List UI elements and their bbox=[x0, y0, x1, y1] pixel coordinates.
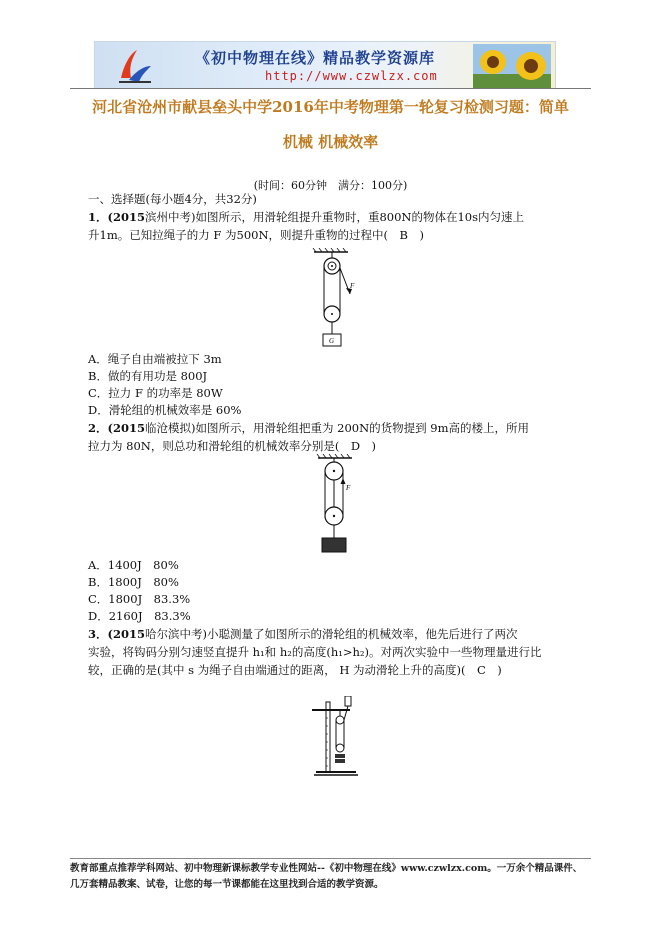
q1-source-year: (2015 bbox=[107, 210, 145, 224]
q1-line1 bbox=[88, 209, 524, 226]
header-divider bbox=[70, 88, 591, 89]
q1-force-label: F bbox=[350, 282, 355, 290]
footer-line1: 教育部重点推荐学科网站、初中物理新课标教学专业性网站--《初中物理在线》www.czwlzx.com。一万余个精品课件、 bbox=[70, 863, 583, 874]
q1-weight-label: G bbox=[329, 337, 335, 345]
q2-number: 2． bbox=[88, 421, 108, 435]
q3-line1 bbox=[88, 626, 517, 643]
q1-stem: 如图所示，用滑轮组提升重物时，重800N的物体在10s内匀速上 bbox=[195, 210, 525, 224]
q3-line3: 较，正确的是(其中 s 为绳子自由端通过的距离， H 为动滑轮上升的高度)( C ) bbox=[88, 663, 502, 677]
q3-line2: 实验，将钩码分别匀速竖直提升 h₁和 h₂的高度(h₁>h₂)。对两次实验中一些物理量进行比 bbox=[88, 645, 542, 659]
site-logo-icon bbox=[115, 46, 155, 86]
q2-stem: 如图所示，用滑轮组把重为 200N的货物提到 9m高的楼上，所用 bbox=[195, 421, 530, 435]
q1-source: 滨州中考) bbox=[144, 210, 196, 224]
banner-url[interactable]: http://www.czwlzx.com bbox=[265, 69, 438, 83]
q2-force-label: F bbox=[346, 484, 351, 492]
footer-text bbox=[70, 861, 610, 893]
banner-slogan: 《初中物理在线》精品教学资源库 bbox=[195, 49, 436, 67]
footer-line2: 几万套精品教案、试卷，让您的每一节课都能在这里找到合适的教学资源。 bbox=[70, 879, 384, 890]
q1-pulley-diagram bbox=[308, 248, 358, 348]
q1-option-b: B．做的有用功是 800J bbox=[88, 369, 208, 383]
page-title-line2: 机械 机械效率 bbox=[282, 133, 379, 151]
q3-source: 哈尔滨中考) bbox=[144, 627, 207, 641]
site-banner bbox=[94, 41, 556, 89]
section-heading: 一、选择题(每小题4分，共32分) bbox=[88, 192, 257, 206]
q2-line1 bbox=[88, 420, 529, 437]
q3-source-year: (2015 bbox=[107, 627, 145, 641]
q3-stem: 小聪测量了如图所示的滑轮组的机械效率，他先后进行了两次 bbox=[206, 627, 518, 641]
q2-line2: 拉力为 80N，则总功和滑轮组的机械效率分别是( D ) bbox=[88, 439, 377, 453]
q3-apparatus-diagram bbox=[310, 696, 362, 778]
exam-meta: (时间：60分钟 满分：100分) bbox=[253, 179, 408, 192]
q1-line2: 升1m。已知拉绳子的力 F 为500N，则提升重物的过程中( B ) bbox=[88, 228, 424, 242]
q1-option-c: C．拉力 F 的功率是 80W bbox=[88, 386, 223, 400]
q2-option-d: D．2160J 83.3% bbox=[88, 609, 191, 623]
page-title-line1: 河北省沧州市献县垒头中学2016年中考物理第一轮复习检测习题：简单 bbox=[92, 98, 569, 116]
q1-option-d: D．滑轮组的机械效率是 60% bbox=[88, 403, 242, 417]
q2-source: 临沧模拟) bbox=[144, 421, 196, 435]
q1-number: 1． bbox=[88, 210, 108, 224]
q2-source-year: (2015 bbox=[107, 421, 145, 435]
q2-option-a: A．1400J 80% bbox=[88, 558, 179, 572]
q2-pulley-diagram bbox=[312, 454, 358, 554]
sunflower-icon bbox=[473, 44, 551, 88]
footer-divider bbox=[70, 858, 591, 859]
q3-number: 3． bbox=[88, 627, 108, 641]
q2-option-c: C．1800J 83.3% bbox=[88, 592, 191, 606]
q2-option-b: B．1800J 80% bbox=[88, 575, 179, 589]
q1-option-a: A．绳子自由端被拉下 3m bbox=[88, 352, 222, 366]
